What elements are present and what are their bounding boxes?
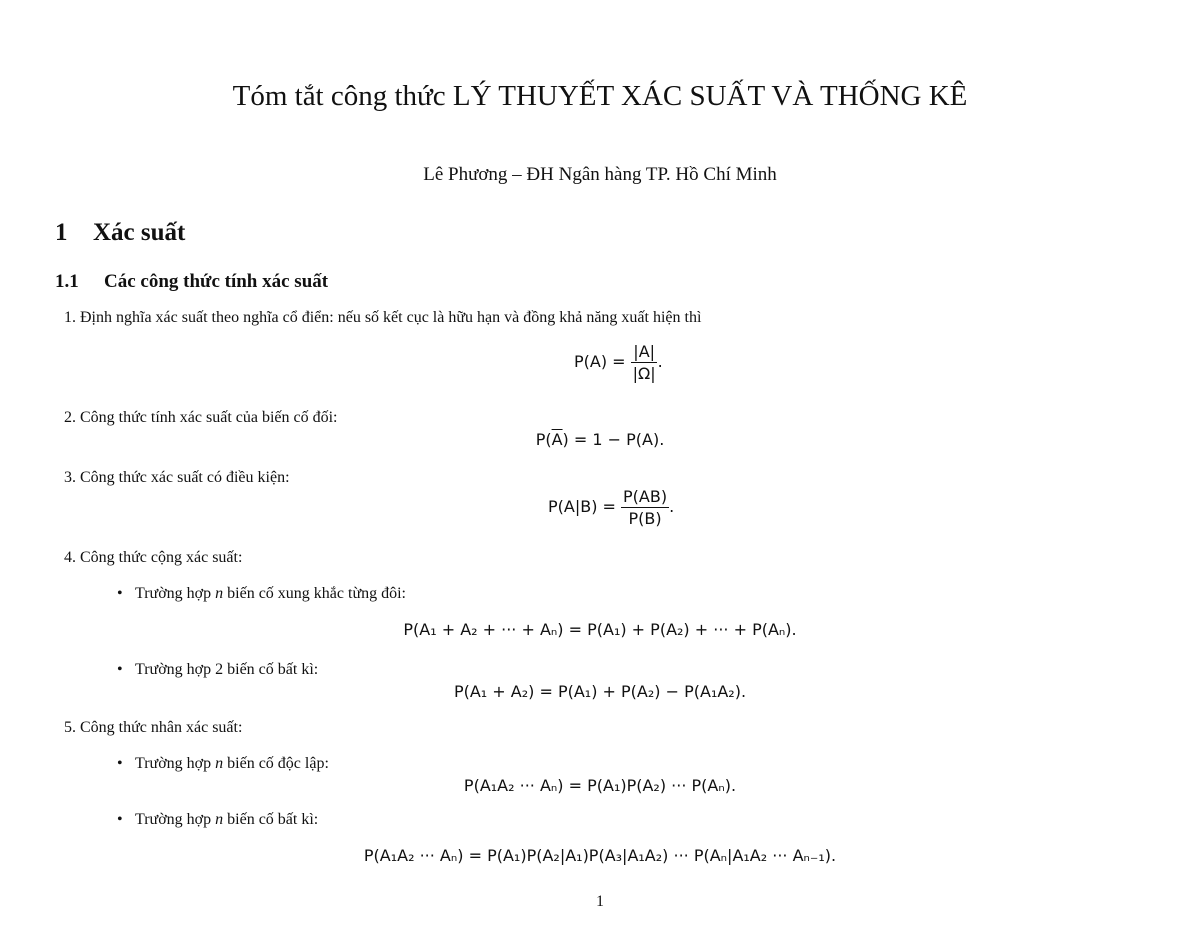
section-heading [55, 219, 185, 247]
formula-addition-general: P(A₁ + A₂) = P(A₁) + P(A₂) − P(A₁A₂). [453, 682, 747, 701]
list-item-text: Công thức xác suất có điều kiện: [80, 469, 290, 486]
list-item-text: Công thức tính xác suất của biến cố đối: [80, 409, 338, 426]
formula-end: . [669, 497, 675, 516]
bullet-dot: • [117, 585, 123, 602]
list-item [53, 409, 338, 427]
document-title: Tóm tắt công thức LÝ THUYẾT XÁC SUẤT VÀ THỐNG KÊ [232, 80, 968, 112]
list-item-number: 4. [64, 549, 76, 566]
page-number: 1 [596, 893, 604, 910]
formula-lhs: P(A) = [574, 352, 631, 371]
math-var: n [215, 585, 224, 602]
list-item-number: 1. [64, 309, 76, 326]
list-item [53, 549, 242, 567]
numerator: |A| [633, 342, 656, 361]
formula-classical-probability [574, 342, 663, 383]
section-number: 1 [55, 219, 68, 246]
fraction [621, 487, 669, 528]
list-item-number: 3. [64, 469, 76, 486]
denominator: P(B) [628, 509, 662, 528]
bullet-item [117, 585, 406, 603]
complement-event: $\overline{A}$ [551, 430, 563, 449]
bullet-item [117, 811, 318, 829]
subsection-title: Các công thức tính xác suất [104, 271, 329, 292]
bullet-text: biến cố bất kì: [223, 811, 319, 828]
formula-multiplication-general: P(A₁A₂ ··· Aₙ) = P(A₁)P(A₂|A₁)P(A₃|A₁A₂) ··· P(Aₙ|A₁A₂ ··· Aₙ₋₁). [363, 846, 837, 865]
list-item-text: Công thức cộng xác suất: [80, 549, 243, 566]
list-item-number: 5. [64, 719, 76, 736]
math-var: n [215, 755, 224, 772]
formula-end: . [657, 352, 663, 371]
fraction [631, 342, 658, 383]
list-item [53, 719, 242, 737]
formula-conditional [548, 487, 674, 528]
bullet-dot: • [117, 661, 123, 678]
bullet-text: Trường hợp [135, 811, 216, 828]
denominator: |Ω| [632, 364, 656, 383]
bullet-text: biến cố độc lập: [223, 755, 329, 772]
bullet-text: biến cố xung khắc từng đôi: [223, 585, 406, 602]
author-line: Lê Phương – ĐH Ngân hàng TP. Hồ Chí Minh [423, 164, 777, 185]
formula-lhs: P(A|B) = [548, 497, 622, 516]
formula-multiplication-independent: P(A₁A₂ ··· Aₙ) = P(A₁)P(A₂) ··· P(Aₙ). [463, 776, 737, 795]
bullet-text: Trường hợp 2 biến cố bất kì: [135, 661, 319, 678]
list-item-text: Định nghĩa xác suất theo nghĩa cổ điển: nếu số kết cục là hữu hạn và đồng khả năng xuất hiện thì [80, 309, 702, 326]
list-item-text: Công thức nhân xác suất: [80, 719, 243, 736]
bullet-text: Trường hợp [135, 585, 216, 602]
bullet-item [117, 755, 329, 773]
list-item [53, 469, 290, 487]
math-var: n [215, 811, 224, 828]
list-item-number: 2. [64, 409, 76, 426]
bullet-item [117, 661, 318, 679]
subsection-number: 1.1 [55, 271, 79, 292]
list-item [53, 309, 701, 327]
formula-addition-exclusive: P(A₁ + A₂ + ··· + Aₙ) = P(A₁) + P(A₂) + ··· + P(Aₙ). [403, 620, 797, 639]
bullet-dot: • [117, 755, 123, 772]
formula-part: ) = 1 − P(A). [562, 430, 665, 449]
bullet-dot: • [117, 811, 123, 828]
formula-complement [0, 430, 1200, 449]
subsection-heading [55, 271, 328, 293]
numerator: P(AB) [623, 487, 668, 506]
section-title: Xác suất [93, 219, 186, 246]
formula-part: P( [535, 430, 552, 449]
bullet-text: Trường hợp [135, 755, 216, 772]
